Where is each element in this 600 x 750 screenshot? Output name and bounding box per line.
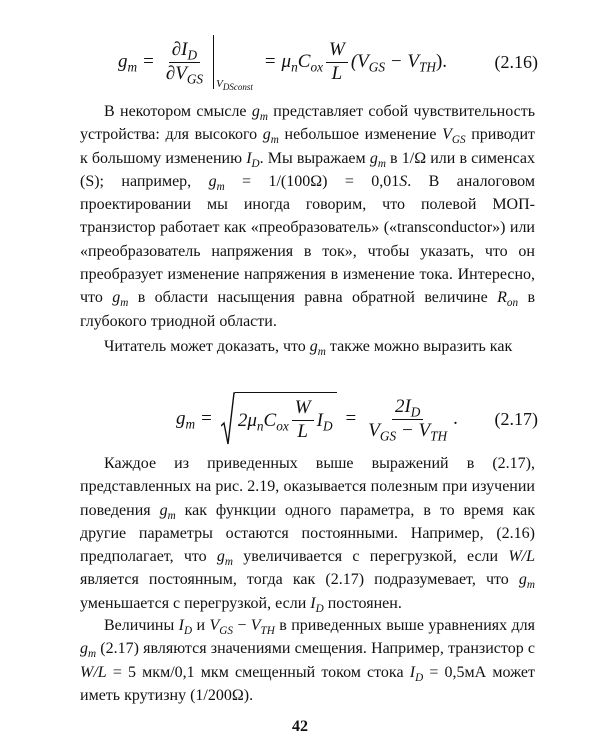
evaluation-bar <box>213 35 214 89</box>
overdrive-term: $(V_{GS} - V_{TH})$. <box>350 51 448 75</box>
eq-sign: = <box>143 51 154 72</box>
partial-fraction: $\frac{\partial I_D}{\partial V_{GS}}$ <box>165 38 204 87</box>
eq-lhs: $g_m$ <box>176 408 196 432</box>
page-number: 42 <box>292 718 308 735</box>
paragraph-1: В некотором смысле $g_m$ представляет собой чувствительность устройства: для высокого $g_m$ небольшое изменение $V_{GS}$ приводит к большому изменению $I_D$. Мы выражаем $g_m$ в 1/Ω или в сименсах (S); например, $g_m = 1/(100\Omega) = 0,01S$. В аналоговом проектировании мы иногда говорим, что полевой МОП-транзистор работает как «преобразователь» («transconductor») или «преобразователь напряжения в ток», чтобы указать, что он преобразует изменение напряжения в изменение тока. Интересно, что $g_m$ в области насыщения равна обратной величине $R_{on}$ в глубокого триодной области. <box>80 103 536 330</box>
paragraph-4: Величины $I_D$ и $V_{GS} - V_{TH}$ в приведенных выше уравнениях для $g_m$ (2.17) являются значениями смещения. Например, транзистор с W/L = 5 мкм/0,1 мкм смещенный током стока $I_D = 0,5мА$ может иметь крутизну (1/200Ω). <box>80 617 536 704</box>
eq-sign-2: = <box>264 51 276 72</box>
eq-sign: = <box>201 408 212 429</box>
paragraph-3: Каждое из приведенных выше выражений в (2.17), представленных на рис. 2.19, оказывается полезным при изучении поведения $g_m$ как функции одного параметра, в то время как другие параметры остаются постоянными. Например, (2.16) предполагает, что $g_m$ увеличивается с перегрузкой, если W/L является постоянным, тогда как (2.17) подразумевает, что $g_m$ уменьшается с перегрузкой, если $I_D$ постоянен. <box>80 455 536 615</box>
mobility-term: $\mu_nC_{ox}$ <box>281 51 323 75</box>
wl-fraction: $\frac{W}{L}$ <box>292 398 314 443</box>
radical-sign-icon <box>221 392 235 446</box>
current-fraction: $\frac{2I_D}{V_{GS} - V_{TH}}$ <box>368 395 448 444</box>
equation-2-17: $g_m$ = $2\mu_nC_{ox}$ $\frac{W}{L}$ $I_D$ = $\frac{2I_D}{V_{GS} - V_{TH}}$ . (2.17) <box>0 388 600 450</box>
eq-lhs: $g_m$ <box>118 51 138 75</box>
evaluation-condition: $V_{DSconst}$ <box>216 78 253 93</box>
equation-number: (2.16) <box>494 51 538 72</box>
square-root: $2\mu_nC_{ox}$ $\frac{W}{L}$ $I_D$ <box>221 392 337 446</box>
wl-fraction: $\frac{W}{L}$ <box>326 40 348 85</box>
paragraph-2: Читатель может доказать, что $g_m$ также можно выразить как <box>104 338 513 358</box>
eq-sign-2: = <box>345 408 357 429</box>
equation-2-16 <box>0 30 600 94</box>
equation-number: (2.17) <box>494 408 538 429</box>
